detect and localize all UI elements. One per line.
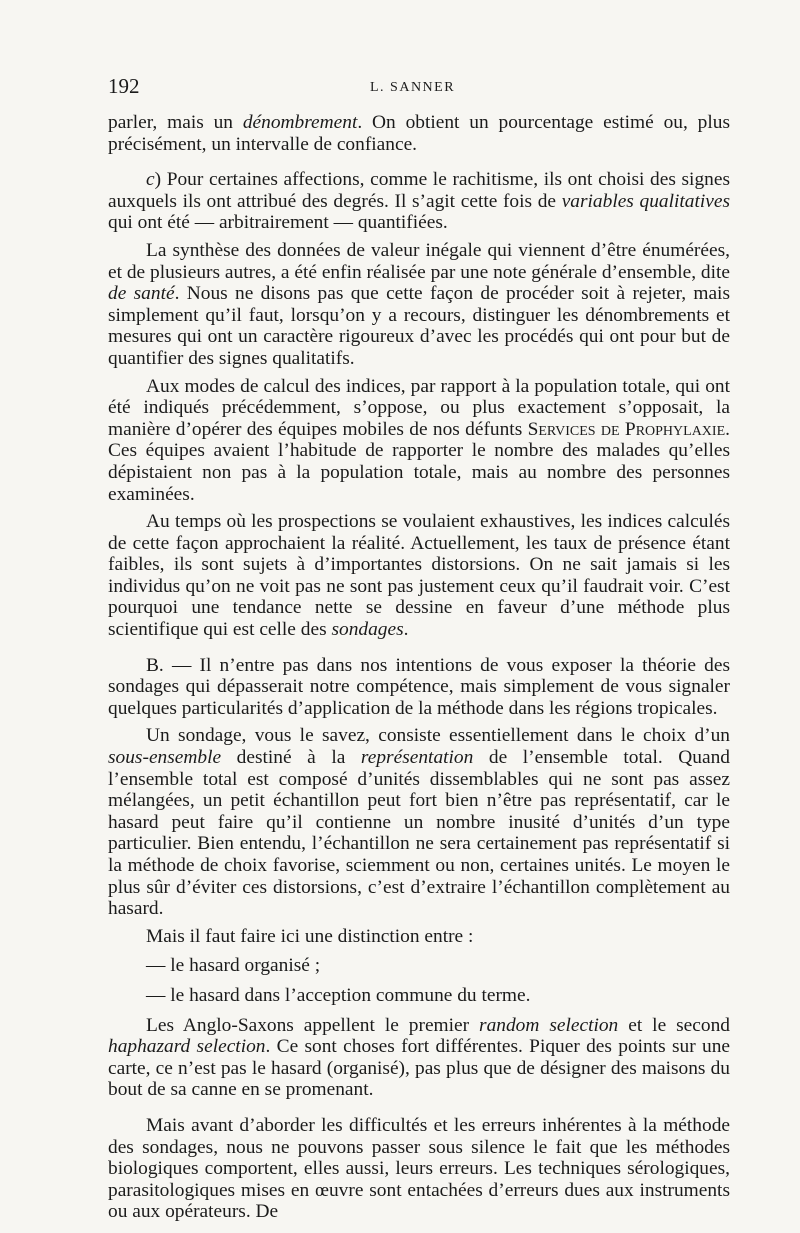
paragraph: La synthèse des données de valeur inégale qui viennent d’être énumérées, et de plusieurs autres, a été enfin réalisée par une note générale d’ensemble, dite de santé. Nous ne disons pas que cette façon de procéder soit à rejeter, mais simplement qu’il faut, lorsqu’on y a recours, distinguer les dénombrements et mesures qui ont un caractère rigoureux d’avec les procédés qui ont pour but de quantifier des signes qualitatifs. bbox=[108, 239, 730, 369]
paragraph: Un sondage, vous le savez, consiste essentiellement dans le choix d’un sous-ensemble destiné à la représentation de l’ensemble total. Quand l’ensemble total est composé d’unités dissemblables qui ne sont pas assez mélangées, un petit échantillon peut fort bien n’être pas représentatif, car le hasard peut faire qu’il contienne un nombre inusité d’unités d’un type particulier. Bien entendu, l’échantillon ne sera certainement pas représentatif si la méthode de choix favorise, sciemment ou non, certaines unités. Le moyen le plus sûr d’éviter ces distorsions, c’est d’extraire l’échantillon complètement au hasard. bbox=[108, 725, 730, 920]
paragraph: c) Pour certaines affections, comme le rachitisme, ils ont choisi des signes auxquels ils ont attribué des degrés. Il s’agit cette fois de variables qualitatives qui ont été — arbitrairement — quantifiées. bbox=[108, 169, 730, 234]
paragraph: Aux modes de calcul des indices, par rapport à la population totale, qui ont été indiqués précédemment, s’oppose, ou plus exactement s’opposait, la manière d’opérer des équipes mobiles de nos défunts Services de Prophylaxie. Ces équipes avaient l’habitude de rapporter le nombre des malades qu’elles dépistaient non pas à la population totale, mais au nombre des personnes examinées. bbox=[108, 375, 730, 505]
body-text bbox=[108, 112, 730, 1229]
page-header bbox=[108, 74, 730, 104]
dash-item: — le hasard dans l’acception commune du terme. bbox=[146, 984, 531, 1006]
paragraph: Mais avant d’aborder les difficultés et les erreurs inhérentes à la méthode des sondages, nous ne pouvons passer sous silence le fait que les méthodes biologiques comportent, elles aussi, leurs erreurs. Les techniques sérologiques, parasitologiques mises en œuvre sont entachées d’erreurs dues aux instruments ou aux opérateurs. De bbox=[108, 1114, 730, 1223]
section-b-paragraph: B. — Il n’entre pas dans nos intentions de vous exposer la théorie des sondages qui dépasserait notre compétence, mais simplement de vous signaler quelques particularités d’application de la méthode dans les régions tropicales. bbox=[108, 654, 730, 719]
page-number: 192 bbox=[108, 74, 140, 98]
paragraph: Les Anglo-Saxons appellent le premier random selection et le second haphazard selection. Ce sont choses fort différentes. Piquer des points sur une carte, ce n’est pas le hasard (organisé), pas plus que de désigner des maisons du bout de sa canne en se promenant. bbox=[108, 1014, 731, 1101]
paragraph: parler, mais un dénombrement. On obtient un pourcentage estimé ou, plus précisément, un intervalle de confiance. bbox=[108, 112, 730, 155]
running-head: L. SANNER bbox=[370, 80, 456, 95]
dash-item: — le hasard organisé ; bbox=[146, 955, 321, 977]
paragraph: Au temps où les prospections se voulaient exhaustives, les indices calculés de cette façon approchaient la réalité. Actuellement, les taux de présence étant faibles, ils sont sujets à d’importantes distorsions. On ne sait jamais si les individus qu’on ne voit pas ne sont pas justement ceux qu’il faudrait voir. C’est pourquoi une tendance nette se dessine en faveur d’une méthode plus scientifique qui est celle des sondages. bbox=[108, 511, 730, 641]
paragraph: Mais il faut faire ici une distinction entre : bbox=[146, 925, 474, 947]
